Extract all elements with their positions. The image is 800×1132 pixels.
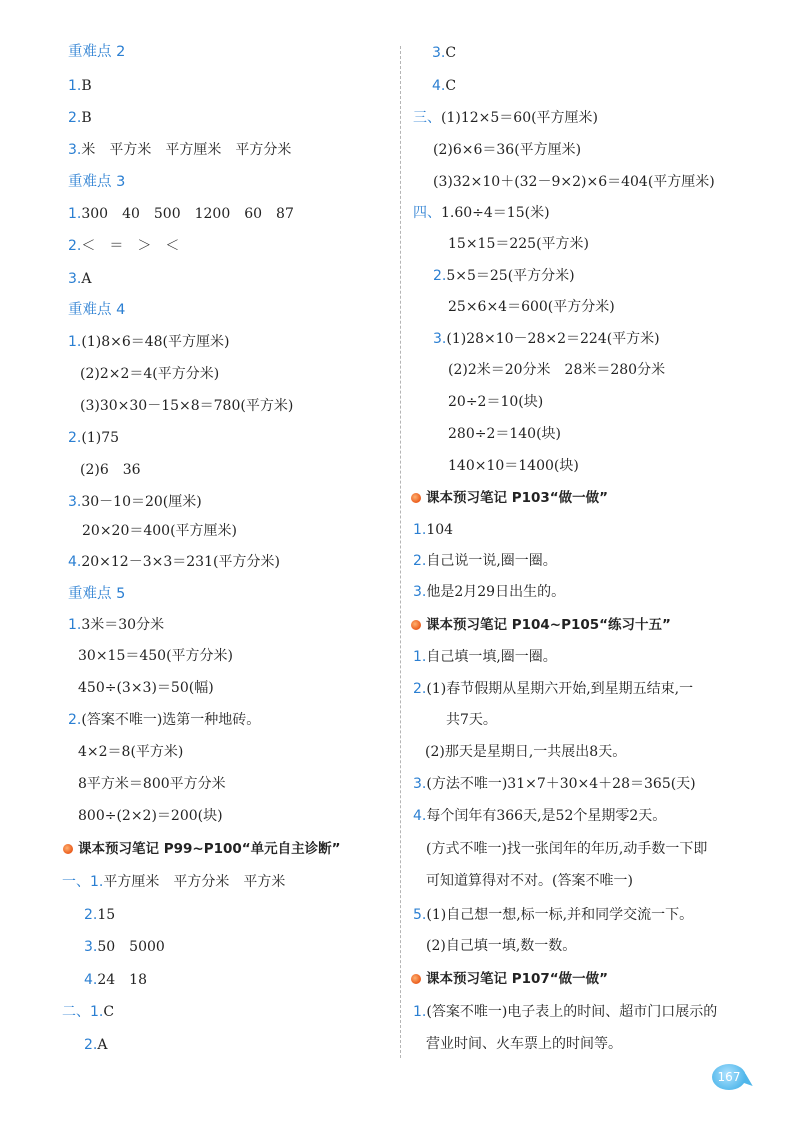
answer-line: 20×20＝400(平方厘米) [82, 523, 238, 539]
item-number: 一、1. [62, 874, 104, 890]
item-number: 2. [68, 238, 82, 254]
item-number: 4. [413, 808, 427, 824]
orange-bullet-icon [411, 620, 421, 630]
answer-line [413, 1003, 717, 1021]
answer-text: 1.60÷4＝15(米) [441, 205, 550, 221]
answer-line [413, 204, 550, 222]
answer-line [68, 553, 280, 571]
answer-line: (2)那天是星期日,一共展出8天。 [425, 744, 627, 760]
answer-line: 营业时间、火车票上的时间等。 [426, 1036, 622, 1052]
answer-line [84, 938, 165, 956]
answer-line [432, 44, 456, 62]
answer-text: (方法不唯一)31×7＋30×4＋28＝365(天) [426, 776, 696, 792]
item-number: 1. [68, 78, 82, 94]
answer-text: 3米＝30分米 [81, 617, 165, 633]
item-number: 1. [68, 206, 82, 222]
answer-line: 15×15＝225(平方米) [448, 236, 590, 252]
heading-key-point-4: 重难点 4 [68, 302, 126, 318]
section-heading [411, 970, 608, 988]
answer-text: 20×12－3×3＝231(平方分米) [81, 554, 280, 570]
answer-line [68, 711, 260, 729]
item-number: 1. [68, 617, 82, 633]
answer-line: 25×6×4＝600(平方分米) [448, 299, 615, 315]
answer-line [68, 333, 229, 351]
answer-text: (答案不唯一)选第一种地砖。 [81, 712, 261, 728]
item-number: 3. [433, 331, 447, 347]
answer-line [432, 77, 456, 95]
answer-text: (1)28×10－28×2＝224(平方米) [446, 331, 660, 347]
item-number: 1. [413, 649, 427, 665]
answer-line [413, 521, 453, 539]
answer-text: 自己说一说,圈一圈。 [426, 553, 557, 569]
answer-line: 可知道算得对不对。(答案不唯一) [426, 873, 633, 889]
item-number: 3. [68, 271, 82, 287]
answer-text: 30－10＝20(厘米) [81, 494, 202, 510]
item-number: 1. [413, 1004, 427, 1020]
section-title: 课本预习笔记 P107“做一做” [426, 971, 609, 987]
answer-text: (1)12×5＝60(平方厘米) [441, 110, 599, 126]
answer-line: 共7天。 [446, 712, 497, 728]
item-number: 3. [432, 45, 446, 61]
answer-text: B [81, 78, 92, 94]
answer-line [68, 205, 294, 223]
column-divider [400, 46, 401, 1058]
answer-line: 800÷(2×2)＝200(块) [78, 808, 223, 824]
answer-text: C [445, 45, 457, 61]
answer-line: 140×10＝1400(块) [448, 458, 579, 474]
answer-line [62, 1003, 114, 1021]
answer-line [68, 270, 91, 288]
section-title: 课本预习笔记 P103“做一做” [426, 490, 609, 506]
item-number: 3. [413, 584, 427, 600]
heading-key-point-5: 重难点 5 [68, 586, 126, 602]
answer-line [68, 237, 179, 255]
answer-line [84, 1036, 107, 1054]
item-number: 5. [413, 907, 427, 923]
answer-text: B [81, 110, 92, 126]
item-number: 2. [413, 681, 427, 697]
section-title: 课本预习笔记 P104~P105“练习十五” [426, 617, 671, 633]
item-number: 2. [68, 110, 82, 126]
item-number: 2. [68, 712, 82, 728]
answer-line: (2)6 36 [80, 462, 141, 478]
answer-text: 米 平方米 平方厘米 平方分米 [81, 142, 292, 158]
answer-line: 450÷(3×3)＝50(幅) [78, 680, 214, 696]
answer-text: (1)自己想一想,标一标,并和同学交流一下。 [426, 907, 694, 923]
answer-line [413, 552, 557, 570]
answer-text: (1)8×6＝48(平方厘米) [81, 334, 230, 350]
answer-line [68, 77, 92, 95]
answer-line: (2)2×2＝4(平方分米) [80, 366, 220, 382]
answer-line: (方式不唯一)找一张闰年的年历,动手数一下即 [426, 841, 708, 857]
answer-line: (2)2米＝20分米 28米＝280分米 [448, 362, 666, 378]
item-number: 2. [413, 553, 427, 569]
orange-bullet-icon [411, 974, 421, 984]
section-heading [411, 616, 671, 634]
answer-line: 4×2＝8(平方米) [78, 744, 184, 760]
answer-line [68, 429, 119, 447]
answer-line [68, 109, 92, 127]
answer-line: 20÷2＝10(块) [448, 394, 544, 410]
answer-line [413, 109, 598, 127]
answer-line [413, 680, 693, 698]
answer-text: C [103, 1004, 115, 1020]
item-number: 2. [84, 907, 98, 923]
answer-line [62, 873, 285, 891]
answer-text: A [81, 271, 92, 287]
section-title: 课本预习笔记 P99~P100“单元自主诊断” [78, 841, 341, 857]
answer-line: (3)30×30－15×8＝780(平方米) [80, 398, 294, 414]
item-number: 4. [84, 972, 98, 988]
item-number: 1. [413, 522, 427, 538]
answer-line [413, 807, 666, 825]
answer-line [413, 906, 693, 924]
answer-text: 自己填一填,圈一圈。 [426, 649, 557, 665]
item-number: 2. [84, 1037, 98, 1053]
answer-text: C [445, 78, 457, 94]
answer-line [413, 648, 557, 666]
answer-line: 8平方米＝800平方分米 [78, 776, 226, 792]
answer-text: 15 [97, 907, 116, 923]
item-number: 3. [84, 939, 98, 955]
heading-key-point-3: 重难点 3 [68, 174, 126, 190]
heading-key-point-2: 重难点 2 [68, 44, 126, 60]
orange-bullet-icon [63, 844, 73, 854]
answer-line [84, 971, 147, 989]
item-number: 2. [68, 430, 82, 446]
answer-line: 280÷2＝140(块) [448, 426, 562, 442]
item-number: 1. [68, 334, 82, 350]
answer-line: 30×15＝450(平方分米) [78, 648, 234, 664]
answer-line [413, 775, 696, 793]
item-number: 3. [68, 494, 82, 510]
item-number: 四、 [413, 205, 441, 221]
answer-text: (1)75 [81, 430, 120, 446]
answer-line [433, 267, 575, 285]
answer-text: 300 40 500 1200 60 87 [81, 206, 294, 222]
page-number-badge: 167 [712, 1064, 746, 1090]
answer-line: (2)自己填一填,数一数。 [426, 938, 577, 954]
answer-text: 每个闰年有366天,是52个星期零2天。 [426, 808, 667, 824]
answer-line [68, 493, 202, 511]
item-number: 4. [432, 78, 446, 94]
answer-line [68, 616, 164, 634]
item-number: 三、 [413, 110, 441, 126]
answer-line [413, 583, 565, 601]
section-heading [411, 489, 608, 507]
answer-text: (答案不唯一)电子表上的时间、超市门口展示的 [426, 1004, 718, 1020]
item-number: 3. [413, 776, 427, 792]
answer-text: 50 5000 [97, 939, 165, 955]
answer-text: A [97, 1037, 108, 1053]
orange-bullet-icon [411, 493, 421, 503]
answer-line [68, 141, 291, 159]
answer-line [84, 906, 115, 924]
section-heading [63, 840, 341, 858]
answer-text: ＜ ＝ ＞ ＜ [81, 238, 180, 254]
answer-text: 24 18 [97, 972, 147, 988]
answer-text: (1)春节假期从星期六开始,到星期五结束,一 [426, 681, 694, 697]
item-number: 二、1. [62, 1004, 104, 1020]
answer-line [433, 330, 660, 348]
answer-text: 他是2月29日出生的。 [426, 584, 566, 600]
item-number: 2. [433, 268, 447, 284]
answer-line: (2)6×6＝36(平方厘米) [433, 142, 582, 158]
answer-text: 104 [426, 522, 454, 538]
item-number: 3. [68, 142, 82, 158]
answer-text: 平方厘米 平方分米 平方米 [103, 874, 286, 890]
answer-text: 5×5＝25(平方分米) [446, 268, 575, 284]
item-number: 4. [68, 554, 82, 570]
answer-line: (3)32×10＋(32－9×2)×6＝404(平方厘米) [433, 174, 715, 190]
